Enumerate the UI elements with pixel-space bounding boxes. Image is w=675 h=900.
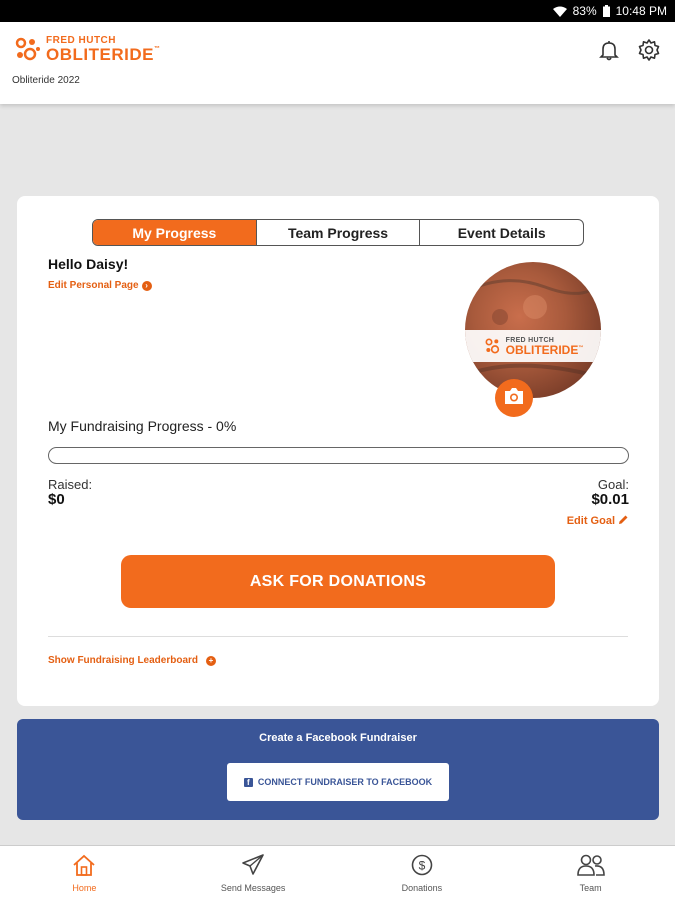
camera-icon: [503, 387, 525, 410]
clock-time: 10:48 PM: [615, 4, 667, 18]
edit-goal-link[interactable]: [567, 514, 629, 528]
edit-personal-page-link[interactable]: [48, 280, 152, 291]
photo-logo-bottom: OBLITERIDE™: [505, 342, 584, 357]
photo-logo-mark-icon: [483, 336, 503, 356]
leaderboard-label: Show Fundraising Leaderboard: [48, 655, 199, 666]
edit-goal-label: Edit Goal: [566, 515, 615, 527]
logo-mark-icon: [12, 34, 42, 64]
nav-donations[interactable]: [338, 846, 507, 900]
battery-icon: [603, 5, 610, 17]
nav-team[interactable]: [506, 846, 675, 900]
nav-home-label: Home: [72, 882, 97, 893]
connect-facebook-label: CONNECT FUNDRAISER TO FACEBOOK: [257, 777, 433, 787]
paper-plane-icon: [241, 854, 265, 881]
team-icon: [576, 854, 606, 881]
status-bar: [0, 0, 675, 22]
show-leaderboard-link[interactable]: [48, 655, 216, 666]
nav-donations-label: Donations: [401, 882, 443, 893]
battery-percent: 83%: [572, 4, 597, 18]
arrow-right-circle-icon: ›: [142, 281, 152, 291]
facebook-fundraiser-card: [17, 719, 659, 820]
facebook-fundraiser-title: Create a Facebook Fundraiser: [259, 732, 417, 744]
divider: [48, 636, 628, 637]
nav-home[interactable]: [0, 846, 169, 900]
raised-value: $0: [48, 491, 65, 508]
edit-personal-page-label: Edit Personal Page: [48, 280, 139, 291]
camera-button[interactable]: [495, 379, 533, 417]
plus-circle-icon: +: [206, 656, 216, 666]
gear-icon[interactable]: [637, 38, 661, 62]
greeting: Hello Daisy!: [48, 256, 129, 272]
dollar-circle-icon: [410, 854, 434, 881]
tab-bar: [92, 219, 584, 246]
svg-text:$: $: [418, 858, 426, 872]
raised-label: Raised:: [48, 477, 93, 492]
profile-photo[interactable]: [465, 262, 601, 398]
photo-logo-banner: [465, 330, 601, 362]
goal-value: $0.01: [591, 491, 629, 508]
nav-team-label: Team: [579, 882, 602, 893]
home-icon: [72, 854, 96, 881]
photo-logo-top: FRED HUTCH: [505, 336, 555, 344]
bottom-navigation: [0, 845, 675, 900]
ask-for-donations-button[interactable]: ASK FOR DONATIONS: [121, 555, 555, 608]
facebook-icon: f: [244, 778, 253, 787]
logo-top-text: FRED HUTCH: [46, 34, 116, 46]
event-subtitle: Obliteride 2022: [12, 75, 80, 86]
fundraising-progress-bar: [48, 447, 629, 464]
wifi-icon: [553, 6, 567, 17]
logo-bottom-text: OBLITERIDE™: [46, 44, 161, 64]
nav-send-messages[interactable]: [169, 846, 338, 900]
nav-send-messages-label: Send Messages: [220, 882, 286, 893]
app-header: [0, 22, 675, 104]
tab-event-details[interactable]: Event Details: [457, 224, 546, 241]
obliteride-logo: [12, 34, 160, 64]
goal-label: Goal:: [597, 477, 629, 492]
progress-card: [17, 196, 659, 706]
bell-icon[interactable]: [597, 38, 621, 62]
fundraising-progress-title: My Fundraising Progress - 0%: [48, 418, 237, 434]
connect-facebook-button[interactable]: [227, 763, 449, 801]
pencil-icon: [618, 514, 629, 528]
tab-my-progress[interactable]: My Progress: [93, 220, 257, 245]
tab-team-progress[interactable]: Team Progress: [257, 220, 421, 245]
